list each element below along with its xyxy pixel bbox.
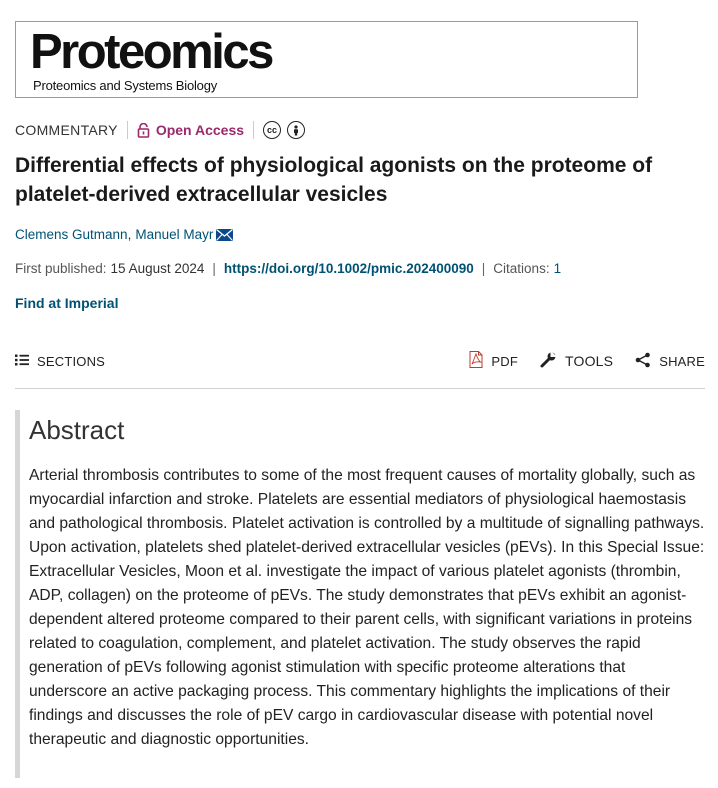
creative-commons-icon: cc — [263, 121, 281, 139]
publication-info — [15, 261, 561, 276]
toolbar-divider — [15, 388, 705, 389]
abstract-text: Arterial thrombosis contributes to some of the most frequent causes of mortality globally, such as myocardial infarction and stroke. Platelets are essential mediators of physiological haemostasis and pathological thrombosis. Platelet activation is controlled by a multitude of signalling pathways. Upon activation, platelets shed platelet-derived extracellular vesicles (pEVs). In this Special Issue: Extracellular Vesicles, Moon et al. investigate the impact of various platelet agonists (thrombin, ADP, collagen) on the proteome of pEVs. The study demonstrates that pEVs exhibit an agonist-dependent altered proteome compared to their parent cells, with significant variations in proteins related to coagulation, complement, and platelet activation. The study observes the rapid generation of pEVs following agonist stimulation with specific proteome alterations that underscore an active packaging process. This commentary highlights the implications of their findings and discusses the role of pEV cargo in cardiovascular disease with potential novel therapeutic and diagnostic opportunities. — [29, 467, 705, 748]
wrench-icon — [540, 351, 557, 371]
first-published-label: First published: — [15, 261, 107, 276]
article-title: Differential effects of physiological agonists on the proteome of platelet-derived extracellular vesicles — [15, 154, 653, 206]
journal-logo: Proteomics — [30, 25, 272, 79]
email-icon[interactable] — [216, 229, 233, 241]
article-toolbar — [15, 350, 705, 372]
list-icon — [15, 354, 29, 369]
license-icons[interactable] — [263, 121, 305, 139]
share-button[interactable] — [635, 351, 705, 371]
toolbar-actions — [469, 351, 705, 371]
citations-label: Citations: — [493, 261, 550, 276]
divider — [253, 121, 254, 139]
pdf-icon — [469, 351, 483, 371]
share-label: SHARE — [659, 353, 705, 369]
open-access-label[interactable]: Open Access — [155, 122, 245, 138]
article-type: COMMENTARY — [15, 122, 118, 138]
divider — [127, 121, 128, 139]
author-list — [15, 227, 233, 242]
tools-label: TOOLS — [565, 353, 614, 369]
abstract-section — [15, 410, 705, 778]
attribution-icon — [287, 121, 305, 139]
sections-label: SECTIONS — [37, 353, 106, 369]
divider: | — [212, 261, 216, 276]
doi-link[interactable]: https://doi.org/10.1002/pmic.202400090 — [223, 261, 474, 276]
find-at-imperial-link[interactable]: Find at Imperial — [15, 295, 119, 311]
open-lock-icon — [137, 123, 150, 138]
author-separator: , — [127, 227, 132, 242]
sections-button[interactable] — [15, 354, 105, 369]
journal-subtitle: Proteomics and Systems Biology — [33, 78, 218, 93]
abstract-heading: Abstract — [29, 415, 125, 445]
divider: | — [481, 261, 486, 276]
first-published-date: 15 August 2024 — [110, 261, 205, 276]
share-icon — [635, 352, 651, 371]
tools-button[interactable] — [540, 351, 613, 371]
author-link[interactable]: Clemens Gutmann — [15, 227, 128, 242]
pdf-button[interactable] — [469, 351, 518, 371]
author-link[interactable]: Manuel Mayr — [135, 227, 214, 242]
pdf-label: PDF — [491, 353, 518, 369]
journal-banner[interactable] — [15, 21, 638, 98]
citations-count-link[interactable]: 1 — [553, 261, 562, 276]
article-meta-row — [15, 120, 305, 140]
